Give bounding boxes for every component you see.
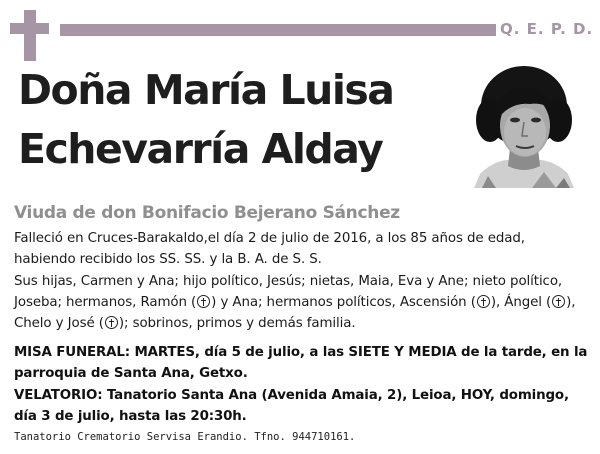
wake-info: VELATORIO: Tanatorio Santa Ana (Avenida Amaia, 2), Leioa, HOY, domingo, día 3 de julio, hasta las 20:30h. <box>14 388 569 424</box>
widow-subtitle: Viuda de don Bonifacio Bejerano Sánchez <box>14 203 400 223</box>
deceased-name-line2: Echevarría Alday <box>18 125 383 173</box>
qepd-label: Q. E. P. D. <box>500 20 594 38</box>
funeral-home-footer: Tanatorio Crematorio Servisa Erandio. Tfno. 944710161. <box>14 431 356 443</box>
death-details: Falleció en Cruces-Barakaldo,el día 2 de julio de 2016, a los 85 años de edad, habiendo recibido los SS. SS. y la B. A. de S. S. <box>14 231 525 267</box>
deceased-portrait <box>472 62 575 188</box>
deceased-cross-icon <box>552 295 565 308</box>
funeral-mass-info: MISA FUNERAL: MARTES, día 5 de julio, a las SIETE Y MEDIA de la tarde, en la parroquia de Santa Ana, Getxo. <box>14 345 588 381</box>
header-rule <box>60 24 496 36</box>
deceased-cross-icon <box>197 295 210 308</box>
deceased-cross-icon <box>105 316 118 329</box>
family-list: Sus hijas, Carmen y Ana; hijo político, Jesús; nietas, Maia, Eva y Ane; nieto político, Joseba; hermanos, Ramón ( ) y Ana; hermanos políticos, Ascensión ( ), Ángel ( ), Chelo y José ( ); sobrinos, primos y demás familia. <box>14 274 576 331</box>
deceased-cross-icon <box>477 295 490 308</box>
deceased-name-line1: Doña María Luisa <box>18 66 394 114</box>
